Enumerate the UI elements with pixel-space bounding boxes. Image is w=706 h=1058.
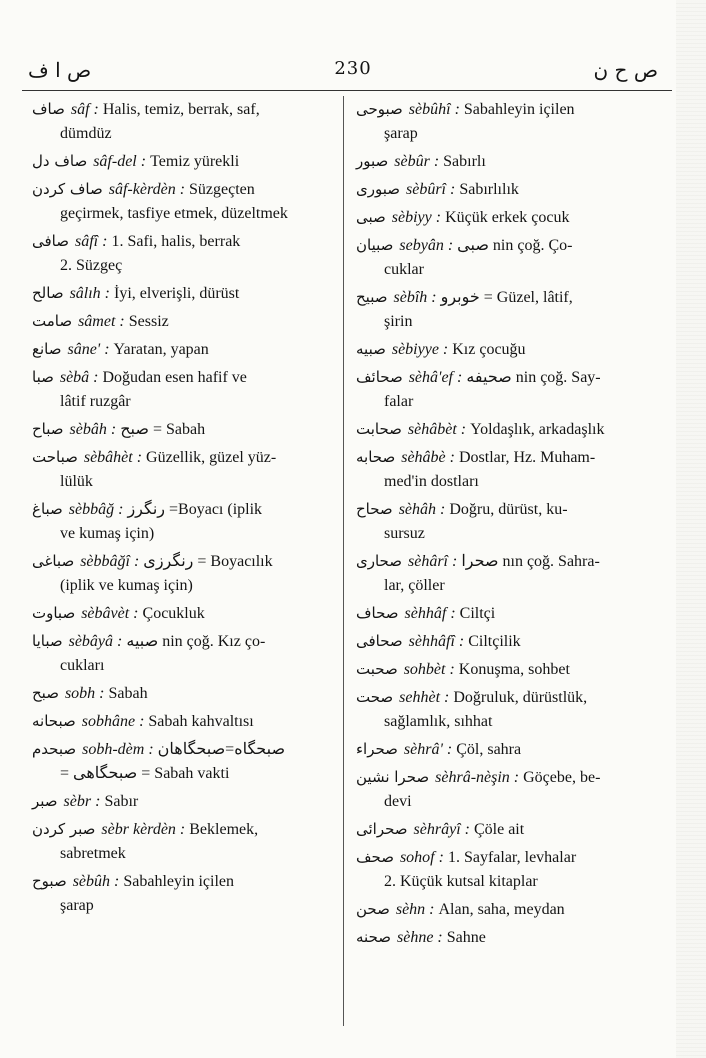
entry-definition: Doğru, dürüst, ku- <box>449 501 568 518</box>
dictionary-entry <box>32 281 332 306</box>
entry-arabic-headword: صحائف <box>356 368 403 386</box>
dictionary-entry <box>356 233 658 282</box>
entry-transliteration: sobh : <box>64 685 105 702</box>
dictionary-entry <box>356 629 658 654</box>
dictionary-entry <box>356 149 658 174</box>
dictionary-entry <box>32 817 332 866</box>
entry-transliteration: sèhrâ' : <box>403 741 453 758</box>
entry-continuation: 2. Süzgeç <box>60 257 123 274</box>
entry-transliteration: sèbâhèt : <box>83 449 143 466</box>
entry-arabic-headword: صامت <box>32 312 73 330</box>
entry-transliteration: sèbâvèt : <box>81 605 139 622</box>
entry-arabic-headword: صحراء <box>356 740 398 758</box>
entry-continuation: geçirmek, tasfiye etmek, düzeltmek <box>60 205 288 222</box>
dictionary-entry <box>356 601 658 626</box>
entry-arabic-headword: صالح <box>32 284 64 302</box>
entry-line <box>32 549 332 574</box>
entry-definition: 1. Sayfalar, levhalar <box>447 849 577 866</box>
entry-definition: Kız çocuğu <box>452 341 526 358</box>
entry-transliteration: sèhâ'ef : <box>408 369 463 386</box>
entry-continuation: (iplik ve kumaş için) <box>60 577 193 594</box>
dictionary-entry <box>32 709 332 734</box>
entry-arabic-headword: صبوح <box>32 872 67 890</box>
header-left-letters: ص ا ف <box>28 58 92 82</box>
dictionary-entry <box>356 845 658 894</box>
dictionary-entry <box>356 205 658 230</box>
entry-line <box>356 497 658 522</box>
entry-continuation: 2. Küçük kutsal kitaplar <box>384 873 538 890</box>
page-header <box>0 0 706 92</box>
entry-definition: Çocukluk <box>142 605 205 622</box>
entry-arabic-headword: صباحت <box>32 448 78 466</box>
entry-continuation: cuklar <box>384 261 424 278</box>
entry-definition: Doğudan esen hafif ve <box>102 369 247 386</box>
dictionary-entry <box>356 817 658 842</box>
entry-line <box>356 765 658 790</box>
dictionary-entry <box>32 497 332 546</box>
entry-line <box>356 817 658 842</box>
entry-line <box>32 497 332 522</box>
entry-arabic-headword: صحنه <box>356 928 391 946</box>
entry-transliteration: sehhèt : <box>399 689 450 706</box>
dictionary-entry <box>32 177 332 226</box>
entry-continuation: cukları <box>60 657 105 674</box>
entry-transliteration: sâf-del : <box>93 153 147 170</box>
entry-arabic-headword: صحف <box>356 848 394 866</box>
entry-arabic-headword: صحبت <box>356 660 398 678</box>
entry-arabic-headword: صحن <box>356 900 390 918</box>
entry-transliteration: sâne' : <box>67 341 110 358</box>
entry-transliteration: sèbîh : <box>393 289 437 306</box>
dictionary-entry <box>32 417 332 442</box>
entry-transliteration: sèbiyy : <box>391 209 442 226</box>
entry-arabic-headword: صبحدم <box>32 740 77 758</box>
dictionary-entry <box>356 337 658 362</box>
entry-definition: Sabırlılık <box>459 181 519 198</box>
entry-definition: صبى nin çoğ. Ço- <box>457 237 573 254</box>
dictionary-entry <box>356 657 658 682</box>
entry-transliteration: sèhâbè : <box>401 449 455 466</box>
entry-continuation: ve kumaş için) <box>60 525 155 542</box>
entry-definition: Küçük erkek çocuk <box>445 209 570 226</box>
entry-line <box>356 285 658 310</box>
entry-line <box>32 445 332 470</box>
entry-definition: 1. Safi, halis, berrak <box>111 233 241 250</box>
entry-line <box>356 657 658 682</box>
entry-definition: خوبرو = Güzel, lâtif, <box>440 289 573 306</box>
entry-continuation: lâtif ruzgâr <box>60 393 131 410</box>
dictionary-entry <box>356 897 658 922</box>
right-column <box>356 97 658 953</box>
dictionary-entry <box>356 549 658 598</box>
header-rule <box>22 90 672 91</box>
entry-definition: صحرا nın çoğ. Sahra- <box>461 553 600 570</box>
entry-definition: Doğruluk, dürüstlük, <box>453 689 588 706</box>
entry-line <box>356 337 658 362</box>
entry-definition: Temiz yürekli <box>150 153 240 170</box>
entry-transliteration: sèbr kèrdèn : <box>101 821 186 838</box>
entry-arabic-headword: صبايا <box>32 632 63 650</box>
entry-line <box>32 177 332 202</box>
entry-line <box>32 365 332 390</box>
entry-transliteration: sebyân : <box>399 237 454 254</box>
entry-line <box>32 681 332 706</box>
entry-definition: رنگرز =Boyacı (iplik <box>127 501 263 518</box>
entry-line <box>32 789 332 814</box>
entry-transliteration: sèhrâ-nèşin : <box>435 769 520 786</box>
entry-definition: Ciltçilik <box>468 633 521 650</box>
page-edge-texture <box>676 0 706 1058</box>
entry-transliteration: sobhâne : <box>81 713 145 730</box>
entry-line <box>32 281 332 306</box>
entry-line <box>32 709 332 734</box>
entry-definition: Sabah kahvaltısı <box>148 713 254 730</box>
entry-definition: İyi, elverişli, dürüst <box>114 285 240 302</box>
dictionary-entry <box>32 789 332 814</box>
entry-transliteration: sèhâh : <box>398 501 446 518</box>
entry-definition: Sessiz <box>128 313 169 330</box>
entry-line <box>32 869 332 894</box>
entry-arabic-headword: صباغ <box>32 500 63 518</box>
entry-continuation: med'in dostları <box>384 473 479 490</box>
entry-continuation: şarap <box>60 897 94 914</box>
entry-line <box>356 177 658 202</box>
entry-transliteration: sèbâ : <box>59 369 99 386</box>
entry-arabic-headword: صحابه <box>356 448 396 466</box>
dictionary-entry <box>32 549 332 598</box>
entry-line <box>32 229 332 254</box>
entry-line <box>356 685 658 710</box>
dictionary-entry <box>32 601 332 626</box>
entry-arabic-headword: صبيان <box>356 236 394 254</box>
entry-transliteration: sâlıh : <box>69 285 111 302</box>
dictionary-entry <box>32 869 332 918</box>
dictionary-entry <box>356 365 658 414</box>
entry-arabic-headword: صحاف <box>356 604 399 622</box>
entry-definition: صبحگاه=صبحگاهان <box>157 741 286 758</box>
entry-transliteration: sèhhâfî : <box>408 633 465 650</box>
entry-transliteration: sâfî : <box>74 233 108 250</box>
entry-continuation: sursuz <box>384 525 425 542</box>
entry-line <box>32 817 332 842</box>
entry-arabic-headword: صحاح <box>356 500 393 518</box>
entry-line <box>356 925 658 950</box>
entry-arabic-headword: صباغى <box>32 552 75 570</box>
entry-definition: Çöl, sahra <box>456 741 522 758</box>
entry-continuation: sağlamlık, sıhhat <box>384 713 493 730</box>
dictionary-entry <box>32 365 332 414</box>
entry-line <box>356 601 658 626</box>
entry-definition: صبح = Sabah <box>120 421 206 438</box>
entry-definition: Yaratan, yapan <box>113 341 209 358</box>
entry-arabic-headword: صبر <box>32 792 58 810</box>
entry-line <box>356 365 658 390</box>
dictionary-entry <box>356 765 658 814</box>
entry-line <box>356 549 658 574</box>
entry-transliteration: sèhne : <box>397 929 443 946</box>
entry-line <box>32 601 332 626</box>
entry-definition: Ciltçi <box>459 605 496 622</box>
entry-transliteration: sèhrâyî : <box>413 821 470 838</box>
entry-arabic-headword: صاف <box>32 100 65 118</box>
dictionary-entry <box>32 737 332 786</box>
header-right-letters: ص ح ن <box>593 58 658 82</box>
entry-definition: صبيه nin çoğ. Kız ço- <box>126 633 266 650</box>
entry-transliteration: sèhhâf : <box>404 605 456 622</box>
dictionary-entry <box>32 97 332 146</box>
entry-arabic-headword: صحرا نشين <box>356 768 430 786</box>
entry-definition: صحيفه nin çoğ. Say- <box>466 369 601 386</box>
entry-transliteration: sèbbâğ : <box>68 501 124 518</box>
entry-arabic-headword: صحابت <box>356 420 402 438</box>
dictionary-entry <box>32 229 332 278</box>
entry-transliteration: sèbûr : <box>394 153 440 170</box>
dictionary-entry <box>356 497 658 546</box>
entry-arabic-headword: صاف كردن <box>32 180 103 198</box>
entry-continuation: sabretmek <box>60 845 126 862</box>
entry-line <box>356 737 658 762</box>
dictionary-entry <box>32 681 332 706</box>
entry-transliteration: sèhn : <box>395 901 435 918</box>
entry-arabic-headword: صباح <box>32 420 64 438</box>
entry-continuation: = صبحگاهى = Sabah vakti <box>60 765 230 782</box>
dictionary-entry <box>356 177 658 202</box>
entry-continuation: şarap <box>384 125 418 142</box>
entry-arabic-headword: صبوحى <box>356 100 403 118</box>
entry-definition: Dostlar, Hz. Muham- <box>458 449 596 466</box>
entry-definition: Sabır <box>104 793 139 810</box>
entry-arabic-headword: صافى <box>32 232 69 250</box>
entry-line <box>32 97 332 122</box>
entry-line <box>356 417 658 442</box>
entry-line <box>356 233 658 258</box>
dictionary-entry <box>356 925 658 950</box>
entry-arabic-headword: صبيه <box>356 340 386 358</box>
entry-continuation: dümdüz <box>60 125 112 142</box>
entry-line <box>356 149 658 174</box>
entry-definition: Sabahleyin içilen <box>123 873 234 890</box>
entry-arabic-headword: صباوت <box>32 604 76 622</box>
entry-line <box>32 149 332 174</box>
entry-transliteration: sèbûh : <box>72 873 120 890</box>
dictionary-entry <box>32 445 332 494</box>
entry-arabic-headword: صحارى <box>356 552 402 570</box>
dictionary-entry <box>356 97 658 146</box>
entry-arabic-headword: صبى <box>356 208 386 226</box>
entry-transliteration: sèbiyye : <box>391 341 449 358</box>
dictionary-entry <box>356 285 658 334</box>
entry-line <box>32 309 332 334</box>
entry-line <box>356 897 658 922</box>
entry-definition: Alan, saha, meydan <box>438 901 565 918</box>
dictionary-entry <box>32 337 332 362</box>
entry-arabic-headword: صحافى <box>356 632 403 650</box>
entry-arabic-headword: صاف دل <box>32 152 88 170</box>
entry-arabic-headword: صحرائى <box>356 820 408 838</box>
entry-line <box>32 417 332 442</box>
entry-transliteration: sèbbâğî : <box>80 553 140 570</box>
entry-definition: Sabahleyin içilen <box>463 101 575 118</box>
entry-definition: Göçebe, be- <box>523 769 601 786</box>
entry-continuation: falar <box>384 393 414 410</box>
entry-line <box>32 737 332 762</box>
entry-definition: Güzellik, güzel yüz- <box>146 449 277 466</box>
dictionary-entry <box>32 629 332 678</box>
entry-line <box>32 337 332 362</box>
entry-definition: Çöle ait <box>473 821 525 838</box>
page-number: 230 <box>334 58 372 79</box>
dictionary-entry <box>356 417 658 442</box>
entry-definition: Süzgeçten <box>189 181 255 198</box>
entry-arabic-headword: صبور <box>356 152 389 170</box>
entry-transliteration: sobh-dèm : <box>82 741 154 758</box>
entry-continuation: şirin <box>384 313 413 330</box>
entry-transliteration: sohof : <box>399 849 444 866</box>
entry-arabic-headword: صبورى <box>356 180 400 198</box>
entry-arabic-headword: صبح <box>32 684 59 702</box>
dictionary-entry <box>32 309 332 334</box>
entry-line <box>32 629 332 654</box>
entry-transliteration: sèhârî : <box>407 553 458 570</box>
entry-arabic-headword: صبا <box>32 368 54 386</box>
column-divider <box>343 96 344 1026</box>
dictionary-entry <box>356 685 658 734</box>
entry-continuation: lülük <box>60 473 93 490</box>
entry-definition: Sahne <box>446 929 486 946</box>
entry-definition: رنگرزى = Boyacılık <box>143 553 273 570</box>
entry-definition: Halis, temiz, berrak, saf, <box>102 101 260 118</box>
dictionary-entry <box>356 445 658 494</box>
entry-arabic-headword: صانع <box>32 340 62 358</box>
entry-transliteration: sèbâyâ : <box>68 633 123 650</box>
entry-arabic-headword: صبحانه <box>32 712 76 730</box>
entry-line <box>356 629 658 654</box>
entry-definition: Sabah <box>108 685 148 702</box>
dictionary-entry <box>32 149 332 174</box>
entry-line <box>356 845 658 870</box>
left-column <box>32 97 332 921</box>
entry-definition: Sabırlı <box>443 153 486 170</box>
entry-line <box>356 97 658 122</box>
entry-line <box>356 445 658 470</box>
entry-definition: Beklemek, <box>189 821 259 838</box>
entry-definition: Konuşma, sohbet <box>458 661 570 678</box>
entry-transliteration: sèbûrî : <box>406 181 456 198</box>
entry-arabic-headword: صحت <box>356 688 394 706</box>
entry-transliteration: sèhâbèt : <box>407 421 467 438</box>
entry-transliteration: sohbèt : <box>403 661 455 678</box>
entry-transliteration: sèbr : <box>63 793 101 810</box>
entry-arabic-headword: صبر كردن <box>32 820 96 838</box>
entry-transliteration: sèbûhî : <box>408 101 460 118</box>
entry-transliteration: sâf-kèrdèn : <box>108 181 186 198</box>
entry-continuation: devi <box>384 793 412 810</box>
dictionary-entry <box>356 737 658 762</box>
entry-arabic-headword: صبيح <box>356 288 388 306</box>
entry-line <box>356 205 658 230</box>
entry-definition: Yoldaşlık, arkadaşlık <box>470 421 605 438</box>
entry-transliteration: sèbâh : <box>69 421 117 438</box>
entry-continuation: lar, çöller <box>384 577 445 594</box>
entry-transliteration: sâmet : <box>78 313 125 330</box>
entry-transliteration: sâf : <box>70 101 99 118</box>
